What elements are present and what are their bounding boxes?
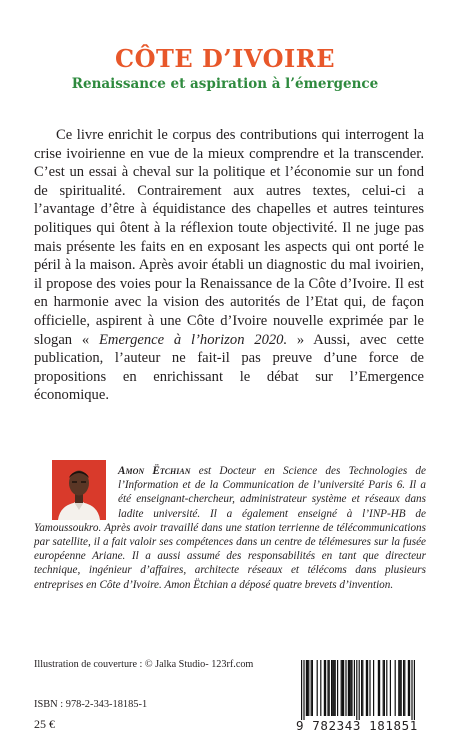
barcode-bar: [337, 660, 338, 716]
barcode-bar: [348, 660, 349, 716]
barcode-bar: [384, 660, 385, 716]
barcode-bar: [312, 660, 313, 716]
barcode-bar: [320, 660, 321, 716]
barcode-bar: [361, 660, 362, 716]
barcode-bar: [354, 660, 355, 716]
barcode-bar: [403, 660, 404, 716]
price: 25 €: [34, 717, 55, 731]
barcode-bar: [335, 660, 336, 716]
author-name: Amon Ëtchian: [118, 465, 191, 477]
barcode-bar: [342, 660, 343, 716]
author-bio: [34, 464, 426, 592]
barcode-bar: [325, 660, 326, 716]
summary-text: Ce livre enrichit le corpus des contributions qui interrogent la crise ivoirienne en vue de la mieux comprendre et la transcender. C’est un essai à cheval sur la politique et l’économie sur un fond de spiritualité. Contrairement aux autres textes, celui-ci a l’avantage d’être à équidistance des chapelles et autres teintures politiques qui ôtent à la réflexion toute objectivité. Il ne juge pas mais présente les faits en en exposant les aspects qui ont porté le péril à la maison. Après avoir établi un diagnostic du mal ivoirien, il propose des voies pour la Renaissance de la Côte d’Ivoire. Il est en harmonie avec la vision des autorités de l’Etat qui, de façon officielle, aspirent à une Côte d’Ivoire nouvelle exprimée par le slogan «: [34, 127, 424, 348]
barcode-bar: [343, 660, 344, 716]
back-cover-summary: [34, 126, 424, 405]
barcode-bar: [306, 660, 307, 716]
barcode-bar: [378, 660, 379, 716]
book-title: CÔTE D’IVOIRE: [115, 44, 335, 73]
summary-text-end: » Aussi, avec cette publication, l’auteur ne fait-il pas preuve d’une force de propositions en enrichissant le débat sur l’Emergence économique.: [34, 331, 424, 404]
barcode-bar: [307, 660, 308, 716]
ean13-barcode-icon: [287, 656, 427, 720]
barcode-bar: [329, 660, 330, 716]
book-subtitle: Renaissance et aspiration à l’émergence: [71, 76, 379, 92]
barcode: [287, 656, 427, 738]
barcode-bar: [379, 660, 380, 716]
barcode-bar: [301, 660, 302, 720]
barcode-bar: [404, 660, 405, 716]
barcode-digits: 9 782343 181851: [296, 718, 418, 733]
barcode-bar: [383, 660, 384, 716]
barcode-bar: [327, 660, 328, 716]
barcode-bar: [350, 660, 351, 716]
isbn: ISBN : 978-2-343-18185-1: [34, 699, 148, 710]
barcode-bar: [308, 660, 309, 716]
barcode-bar: [345, 660, 346, 716]
barcode-bar: [414, 660, 415, 720]
author-bio-text: est Docteur en Science des Technologies de l’Information et de la Communication de l’université Paris 6. Il a été enseignant-chercheur, administrateur système et réseaux dans ladite université. Il a également enseigné à l’INP-HB de Yamoussoukro. Après avoir travaillé dans une station terrienne de télécommunications par satellite, il a fait valoir ses compétences dans un centre de télémesures sur la fusée européenne Ariane. Il a aussi assumé des responsabilités en tant que directeur technique, ingénieur d’affaires, architecte réseaux et télécoms dans plusieurs entreprises en Côte d’Ivoire. Amon Ëtchian a déposé quatre brevets d’invention.: [34, 465, 426, 591]
barcode-bar: [303, 660, 304, 720]
barcode-bar: [401, 660, 402, 716]
barcode-bar: [367, 660, 368, 716]
barcode-bar: [341, 660, 342, 716]
barcode-bar: [349, 660, 350, 716]
barcode-bar: [366, 660, 367, 716]
barcode-bar: [390, 660, 391, 716]
barcode-bar: [386, 660, 387, 716]
barcode-bar: [324, 660, 325, 716]
barcode-bar: [356, 660, 357, 720]
barcode-bar: [333, 660, 334, 716]
slogan-text: Emergence à l’horizon 2020.: [99, 331, 288, 348]
barcode-bar: [332, 660, 333, 716]
barcode-bar: [395, 660, 396, 716]
barcode-bar: [411, 660, 412, 720]
barcode-bar: [408, 660, 409, 716]
barcode-bar: [409, 660, 410, 716]
barcode-bar: [351, 660, 352, 716]
barcode-bar: [369, 660, 370, 716]
barcode-bar: [362, 660, 363, 716]
barcode-bar: [331, 660, 332, 716]
barcode-bar: [398, 660, 399, 716]
barcode-bar: [373, 660, 374, 716]
barcode-bar: [359, 660, 360, 720]
barcode-bar: [317, 660, 318, 716]
illustration-credit: Illustration de couverture : © Jalka Studio- 123rf.com: [34, 659, 254, 670]
barcode-bar: [399, 660, 400, 716]
barcode-bar: [311, 660, 312, 716]
